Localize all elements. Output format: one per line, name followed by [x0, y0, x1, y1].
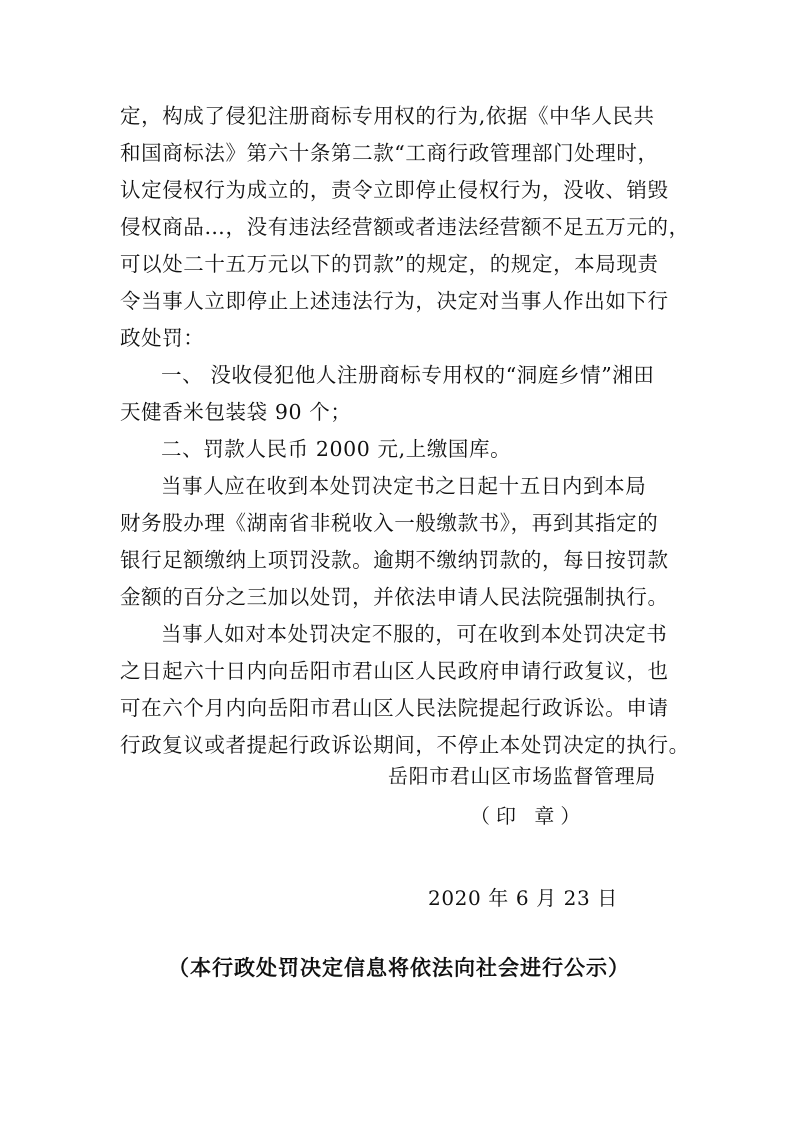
- paragraph-line: 和国商标法》第六十条第二款“工商行政管理部门处理时，: [120, 141, 659, 165]
- penalty-item-2-line: 二、罚款人民币 2000 元,上缴国库。: [161, 437, 512, 461]
- paragraph-line: 侵权商品…，没有违法经营额或者违法经营额不足五万元的，: [120, 215, 690, 239]
- appeal-line: 之日起六十日内向岳阳市君山区人民政府申请行政复议，也: [120, 659, 669, 683]
- public-notice: （本行政处罚决定信息将依法向社会进行公示）: [168, 955, 630, 980]
- issuing-authority: 岳阳市君山区市场监督管理局: [388, 764, 656, 788]
- payment-line: 财务股办理《湖南省非税收入一般缴款书》，再到其指定的: [120, 511, 659, 535]
- payment-line: 银行足额缴纳上项罚没款。逾期不缴纳罚款的，每日按罚款: [120, 548, 669, 572]
- payment-line: 当事人应在收到本处罚决定书之日起十五日内到本局: [161, 474, 647, 498]
- paragraph-line: 政处罚：: [120, 326, 205, 350]
- appeal-line: 当事人如对本处罚决定不服的，可在收到本处罚决定书: [161, 622, 668, 646]
- penalty-item-1-line: 天健香米包装袋 90 个；: [120, 400, 352, 424]
- paragraph-line: 认定侵权行为成立的，责令立即停止侵权行为，没收、销毁: [120, 178, 669, 202]
- issue-date: 2020 年 6 月 23 日: [428, 886, 618, 910]
- appeal-line: 行政复议或者提起行政诉讼期间，不停止本处罚决定的执行。: [120, 733, 690, 757]
- penalty-item-1-line: 一、 没收侵犯他人注册商标专用权的“洞庭乡情”湘田: [161, 363, 655, 387]
- appeal-line: 可在六个月内向岳阳市君山区人民法院提起行政诉讼。申请: [120, 696, 669, 720]
- paragraph-line: 定，构成了侵犯注册商标专用权的行为,依据《中华人民共: [120, 104, 655, 128]
- payment-line: 金额的百分之三加以处罚，并依法申请人民法院强制执行。: [120, 585, 669, 609]
- paragraph-line: 令当事人立即停止上述违法行为，决定对当事人作出如下行: [120, 289, 669, 313]
- document-body: [120, 98, 720, 764]
- paragraph-line: 可以处二十五万元以下的罚款”的规定，的规定，本局现责: [120, 252, 659, 276]
- seal-placeholder: （印 章）: [470, 804, 587, 828]
